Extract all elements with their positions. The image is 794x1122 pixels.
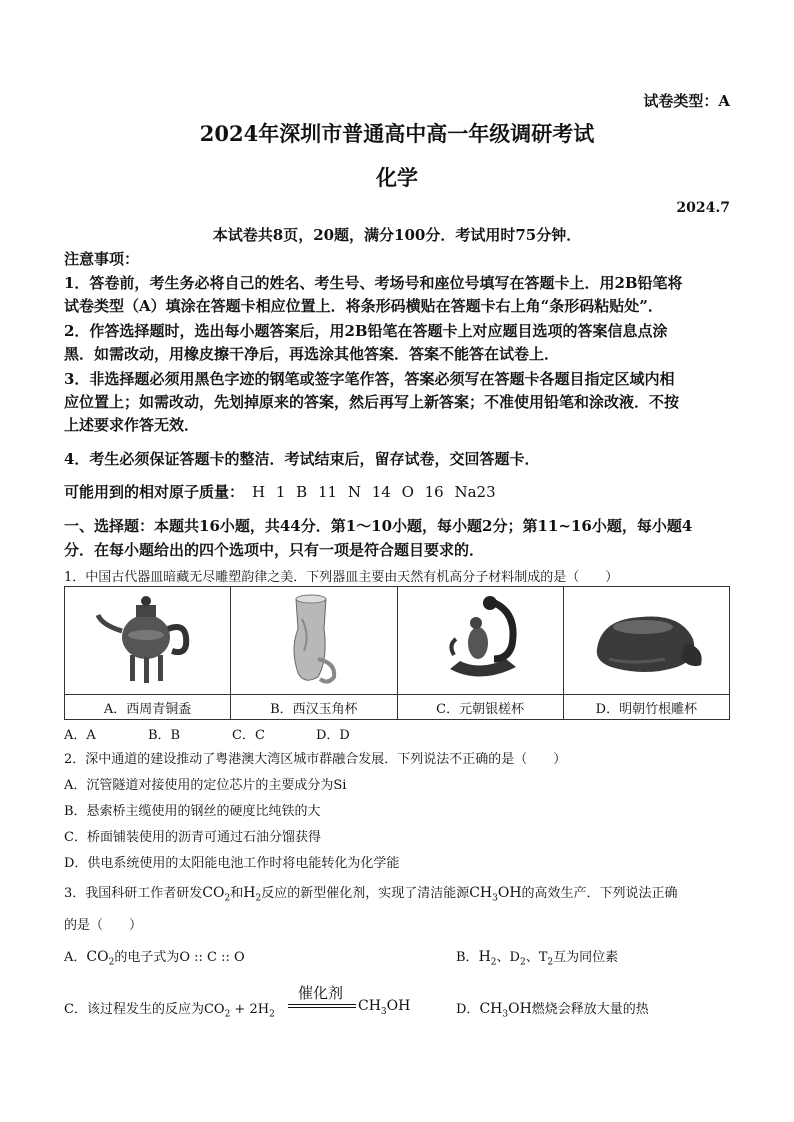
q2-option-b[interactable]: B．悬索桥主缆使用的钢丝的硬度比纯铁的大 bbox=[64, 804, 321, 819]
subscript: 2 bbox=[255, 893, 262, 904]
note-line: 1．答卷前，考生务必将自己的姓名、考生号、考场号和座位号填写在答题卡上．用2B铅笔将 bbox=[64, 274, 683, 292]
q3-option-c-product bbox=[358, 998, 410, 1017]
q1-caption-d: D．明朝竹根雕杯 bbox=[563, 695, 729, 720]
formula-h2: H bbox=[478, 949, 491, 965]
formula-h2: H bbox=[243, 885, 256, 901]
option-text: + 2H bbox=[230, 1002, 270, 1017]
section-1-header bbox=[64, 514, 692, 562]
subscript: 2 bbox=[519, 957, 526, 968]
q1-image-table bbox=[64, 586, 730, 720]
formula-co2: CO bbox=[202, 885, 225, 901]
note-1 bbox=[64, 272, 683, 318]
formula-oh: OH bbox=[508, 1001, 532, 1017]
formula-oh: OH bbox=[497, 885, 522, 901]
q1-caption-a: A．西周青铜盉 bbox=[65, 695, 231, 720]
note-line: 上述要求作答无效． bbox=[64, 416, 200, 434]
q3-stem-part: 的高效生产．下列说法正确 bbox=[521, 886, 678, 901]
subscript: 2 bbox=[224, 893, 231, 904]
note-line: 试卷类型（A）填涂在答题卡相应位置上．将条形码横贴在答题卡右上角“条形码粘贴处”． bbox=[64, 297, 663, 315]
q1-option-a[interactable]: A．A bbox=[64, 728, 96, 743]
q2-option-a[interactable]: A．沉管隧道对接使用的定位芯片的主要成分为Si bbox=[64, 778, 347, 793]
option-label: A． bbox=[64, 950, 87, 965]
note-line: 3．非选择题必须用黑色字迹的钢笔或签字笔作答，答案必须写在答题卡各题目指定区域内相 bbox=[64, 370, 675, 388]
q3-option-d[interactable] bbox=[456, 998, 649, 1020]
formula-ch3oh: CH bbox=[358, 998, 381, 1014]
formula-ch3oh: CH bbox=[469, 885, 493, 901]
q3-stem-part: 和 bbox=[230, 886, 244, 901]
q1-option-d[interactable]: D．D bbox=[316, 728, 350, 743]
subscript: 3 bbox=[502, 1009, 509, 1020]
formula-ch3oh: CH bbox=[479, 1001, 503, 1017]
q3-stem-part: 反应的新型催化剂，实现了清洁能源 bbox=[261, 886, 470, 901]
q3-stem-part: 3．我国科研工作者研发 bbox=[64, 886, 203, 901]
catalyst-condition: 催化剂 bbox=[298, 984, 344, 1002]
note-3 bbox=[64, 368, 679, 437]
subscript: 2 bbox=[224, 1009, 231, 1020]
q1-option-c[interactable]: C．C bbox=[232, 728, 265, 743]
q1-caption-b: B．西汉玉角杯 bbox=[231, 695, 397, 720]
option-text: 互为同位素 bbox=[553, 950, 619, 965]
atomic-mass bbox=[64, 481, 496, 502]
bronze-he-image bbox=[65, 587, 231, 695]
q3-option-c[interactable] bbox=[64, 998, 275, 1020]
bamboo-root-cup-image bbox=[563, 587, 729, 695]
subscript: 2 bbox=[108, 957, 115, 968]
q1-caption-c: C．元朝银槎杯 bbox=[397, 695, 563, 720]
option-label: B． bbox=[456, 950, 479, 965]
q1-option-b[interactable]: B．B bbox=[148, 728, 181, 743]
jade-cup-image bbox=[231, 587, 397, 695]
q3-option-b[interactable] bbox=[456, 946, 618, 968]
atomic-mass-values: H 1 B 11 N 14 O 16 Na23 bbox=[252, 483, 496, 501]
atomic-mass-label: 可能用到的相对原子质量： bbox=[64, 483, 245, 501]
note-4 bbox=[64, 448, 539, 471]
equals-sign bbox=[288, 1004, 356, 1008]
formula-co2: CO bbox=[86, 949, 109, 965]
subscript: 2 bbox=[547, 957, 554, 968]
subscript: 2 bbox=[490, 957, 497, 968]
note-2 bbox=[64, 320, 668, 366]
note-line: 黑．如需改动，用橡皮擦干净后，再选涂其他答案．答案不能答在试卷上． bbox=[64, 345, 560, 363]
formula-d2: 、D bbox=[496, 950, 520, 965]
section-line: 一、选择题：本题共16小题，共44分．第1～10小题，每小题2分；第11~16小题，每小题4 bbox=[64, 517, 693, 535]
paper-type: 试卷类型：A bbox=[643, 92, 730, 110]
option-label: D． bbox=[456, 1002, 480, 1017]
formula-t2: 、T bbox=[525, 950, 548, 965]
option-text: 燃烧会释放大量的热 bbox=[531, 1002, 649, 1017]
q3-stem bbox=[64, 882, 678, 904]
subscript: 3 bbox=[492, 893, 498, 904]
option-text: C．该过程发生的反应为CO bbox=[64, 1002, 225, 1017]
note-line: 4．考生必须保证答题卡的整洁．考试结束后，留存试卷，交回答题卡． bbox=[64, 450, 540, 468]
note-line: 2．作答选择题时，选出每小题答案后，用2B铅笔在答题卡上对应题目选项的答案信息点涂 bbox=[64, 322, 668, 340]
section-line: 分．在每小题给出的四个选项中，只有一项是符合题目要求的． bbox=[64, 541, 485, 559]
q2-option-d[interactable]: D．供电系统使用的太阳能电池工作时将电能转化为化学能 bbox=[64, 856, 400, 871]
q3-stem-line2: 的是（ ） bbox=[64, 918, 143, 933]
silver-cha-cup-image bbox=[397, 587, 563, 695]
exam-title: 2024年深圳市普通高中高一年级调研考试 bbox=[199, 121, 595, 146]
exam-date: 2024.7 bbox=[676, 200, 730, 216]
subject-title: 化学 bbox=[376, 165, 418, 190]
notes-title: 注意事项： bbox=[64, 250, 140, 268]
option-text: 的电子式为O :: C :: O bbox=[114, 950, 245, 965]
q1-answer-options bbox=[64, 724, 400, 743]
formula-oh: OH bbox=[386, 998, 411, 1014]
note-line: 应位置上；如需改动，先划掉原来的答案，然后再写上新答案；不准使用铅笔和涂改液．不按 bbox=[64, 393, 680, 411]
q2-option-c[interactable]: C．桥面铺装使用的沥青可通过石油分馏获得 bbox=[64, 830, 321, 845]
subscript: 2 bbox=[269, 1009, 275, 1020]
paper-info: 本试卷共8页，20题，满分100分．考试用时75分钟． bbox=[212, 226, 582, 244]
q1-stem: 1．中国古代器皿暗藏无尽雕塑韵律之美．下列器皿主要由天然有机高分子材料制成的是（ ） bbox=[64, 570, 619, 585]
subscript: 3 bbox=[380, 1006, 387, 1017]
q2-stem: 2．深中通道的建设推动了粤港澳大湾区城市群融合发展．下列说法不正确的是（ ） bbox=[64, 752, 567, 767]
q3-option-a[interactable] bbox=[64, 946, 245, 968]
